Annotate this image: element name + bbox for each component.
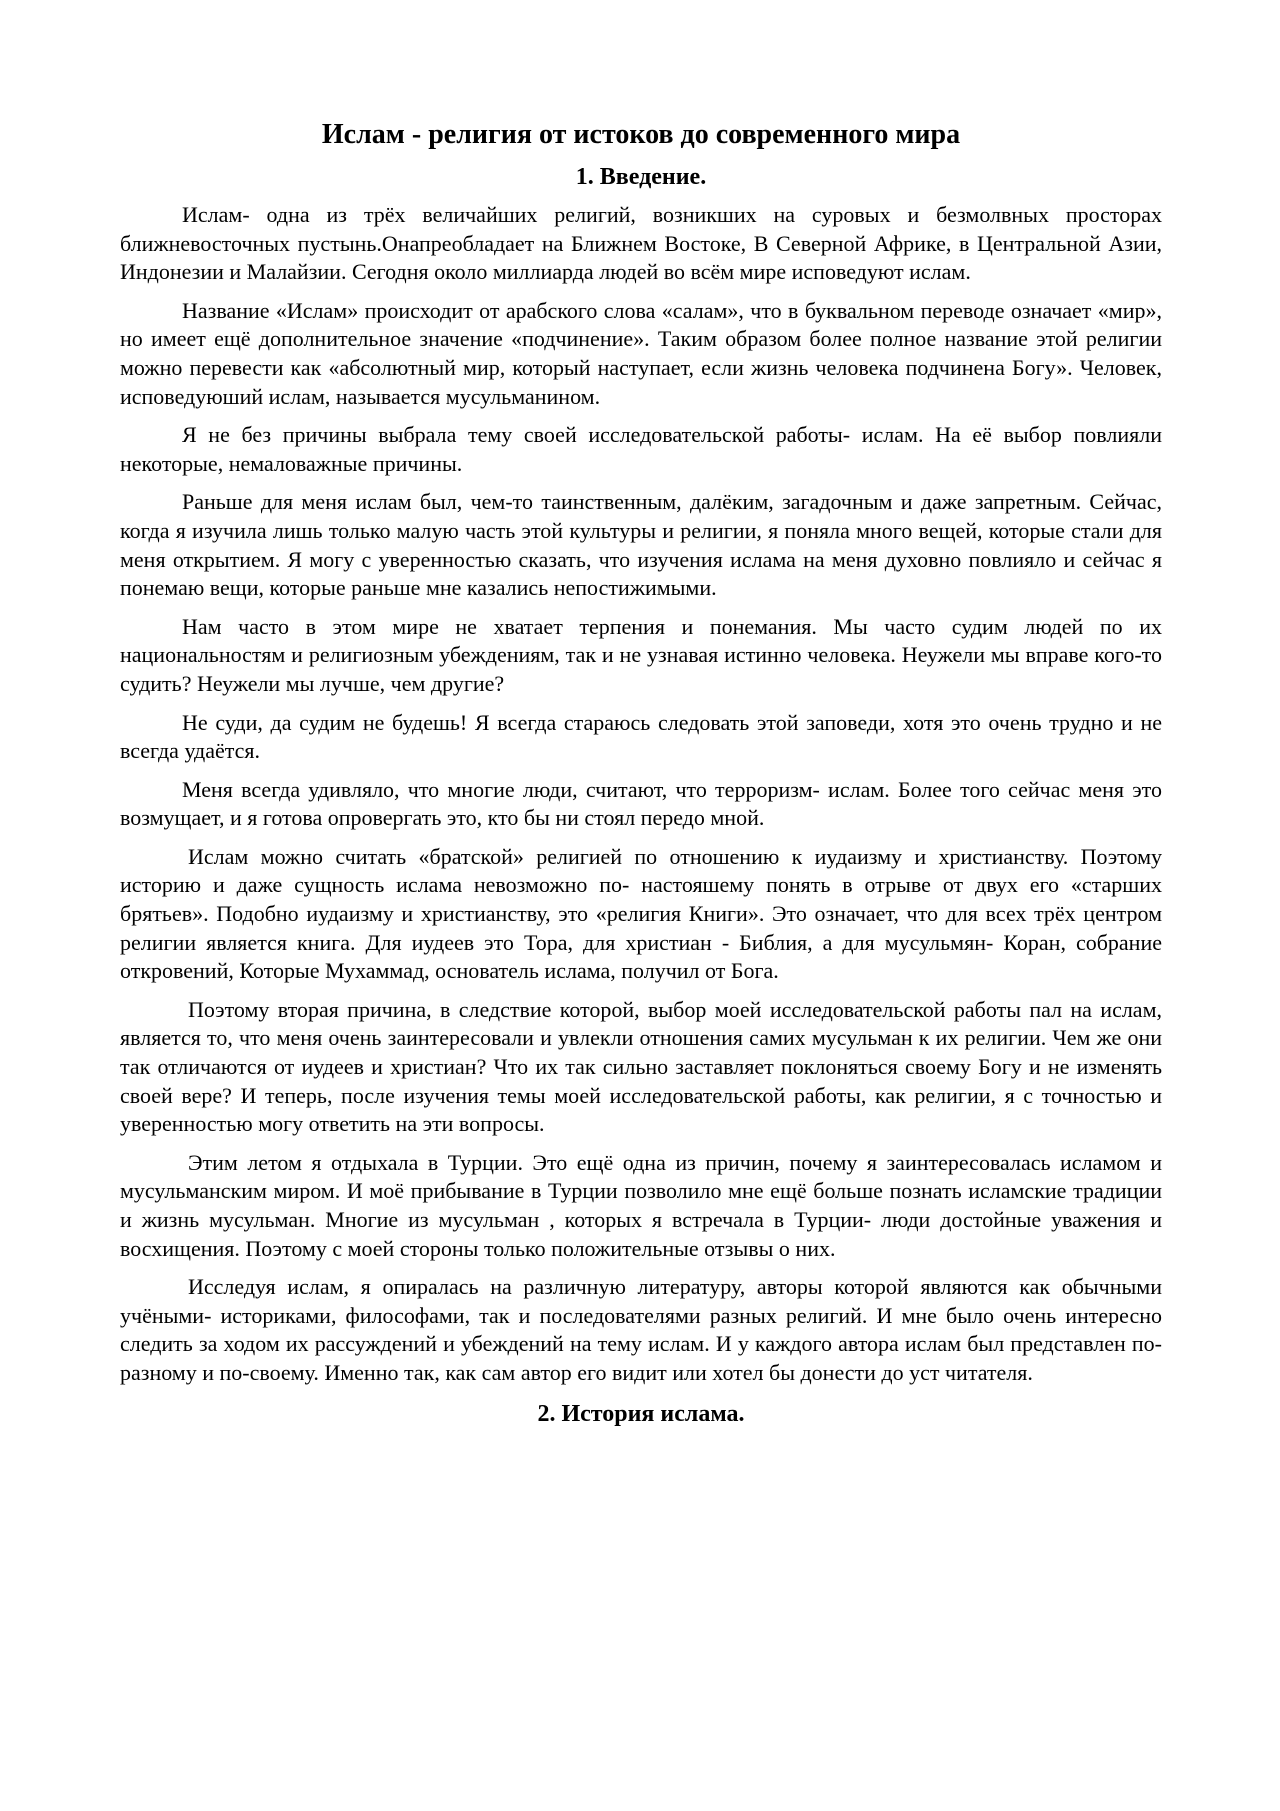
- section-heading-history: 2. История ислама.: [537, 1400, 745, 1427]
- paragraph: Раньше для меня ислам был, чем-то таинственным, далёким, загадочным и даже запретным. Сейчас, когда я изучила лишь только малую часть этой культуры и религии, я поняла много вещей, которые стали для меня открытием. Я могу с уверенностью сказать, что изучения ислама на меня духовно повлияло и сейчас я понемаю вещи, которые раньше мне казались непостижимыми.: [120, 489, 1162, 601]
- paragraph: Этим летом я отдыхала в Турции. Это ещё одна из причин, почему я заинтересовалась исламом и мусульманским миром. И моё прибывание в Турции позволило мне ещё больше познать исламские традиции и жизнь мусульман. Многие из мусульман , которых я встречала в Турции- люди достойные уважения и восхищения. Поэтому с моей стороны только положительные отзывы о них.: [120, 1149, 1162, 1261]
- paragraph: Поэтому вторая причина, в следствие которой, выбор моей исследовательской работы пал на ислам, является то, что меня очень заинтересовали и увлекли отношения самих мусульман к их религии. Чем же они так отличаются от иудеев и христиан? Что их так сильно заставляет поклоняться своему Богу и не изменять своей вере? И теперь, после изучения темы моей исследовательской работы, как религии, я с точностью и уверенностью могу ответить на эти вопросы.: [120, 996, 1162, 1137]
- paragraph: Меня всегда удивляло, что многие люди, считают, что терроризм- ислам. Более того сейчас меня это возмущает, и я готова опровергать это, кто бы ни стоял передо мной.: [120, 776, 1162, 831]
- paragraph: Не суди, да судим не будешь! Я всегда стараюсь следовать этой заповеди, хотя это очень трудно и не всегда удаётся.: [120, 709, 1162, 764]
- paragraph: Ислам- одна из трёх величайших религий, возникших на суровых и безмолвных просторах ближневосточных пустынь.Онапреобладает на Ближнем Востоке, В Северной Африке, в Центральной Азии, Индонезии и Малайзии. Сегодня около миллиарда людей во всём мире исповедуют ислам.: [120, 202, 1162, 285]
- paragraph: Я не без причины выбрала тему своей исследовательской работы- ислам. На её выбор повлияли некоторые, немаловажные причины.: [120, 422, 1162, 476]
- paragraph: Название «Ислам» происходит от арабского слова «салам», что в буквальном переводе означает «мир», но имеет ещё дополнительное значение «подчинение». Таким образом более полное название этой религии можно перевести как «абсолютный мир, который наступает, если жизнь человека подчинена Богу». Человек, исповедуюший ислам, называется мусульманином.: [120, 297, 1162, 409]
- document-title: Ислам - религия от истоков до современного мира: [321, 119, 961, 150]
- paragraph: Ислам можно считать «братской» религией по отношению к иудаизму и христианству. Поэтому историю и даже сущность ислама невозможно по- настояшему понять в отрыве от двух его «старших брятьев». Подобно иудаизму и христианству, это «религия Книги». Это означает, что для всех трёх центром религии является книга. Для иудеев это Тора, для христиан - Библия, а для мусульмян- Коран, собрание откровений, Которые Мухаммад, основатель ислама, получил от Бога.: [120, 843, 1162, 984]
- document-page: [120, 118, 1162, 1438]
- paragraph: Нам часто в этом мире не хватает терпения и понемания. Мы часто судим людей по их национальностям и религиозным убеждениям, так и не узнавая истинно человека. Неужели мы вправе кого-то судить? Неужели мы лучше, чем другие?: [120, 613, 1162, 696]
- section-heading-introduction: 1. Введение.: [575, 164, 707, 190]
- paragraph: Исследуя ислам, я опиралась на различную литературу, авторы которой являются как обычными учёными- историками, философами, так и последователями разных религий. И мне было очень интересно следить за ходом их рассуждений и убеждений на тему ислам. И у каждого автора ислам был представлен по- разному и по-своему. Именно так, как сам автор его видит или хотел бы донести до уст читателя.: [120, 1274, 1162, 1385]
